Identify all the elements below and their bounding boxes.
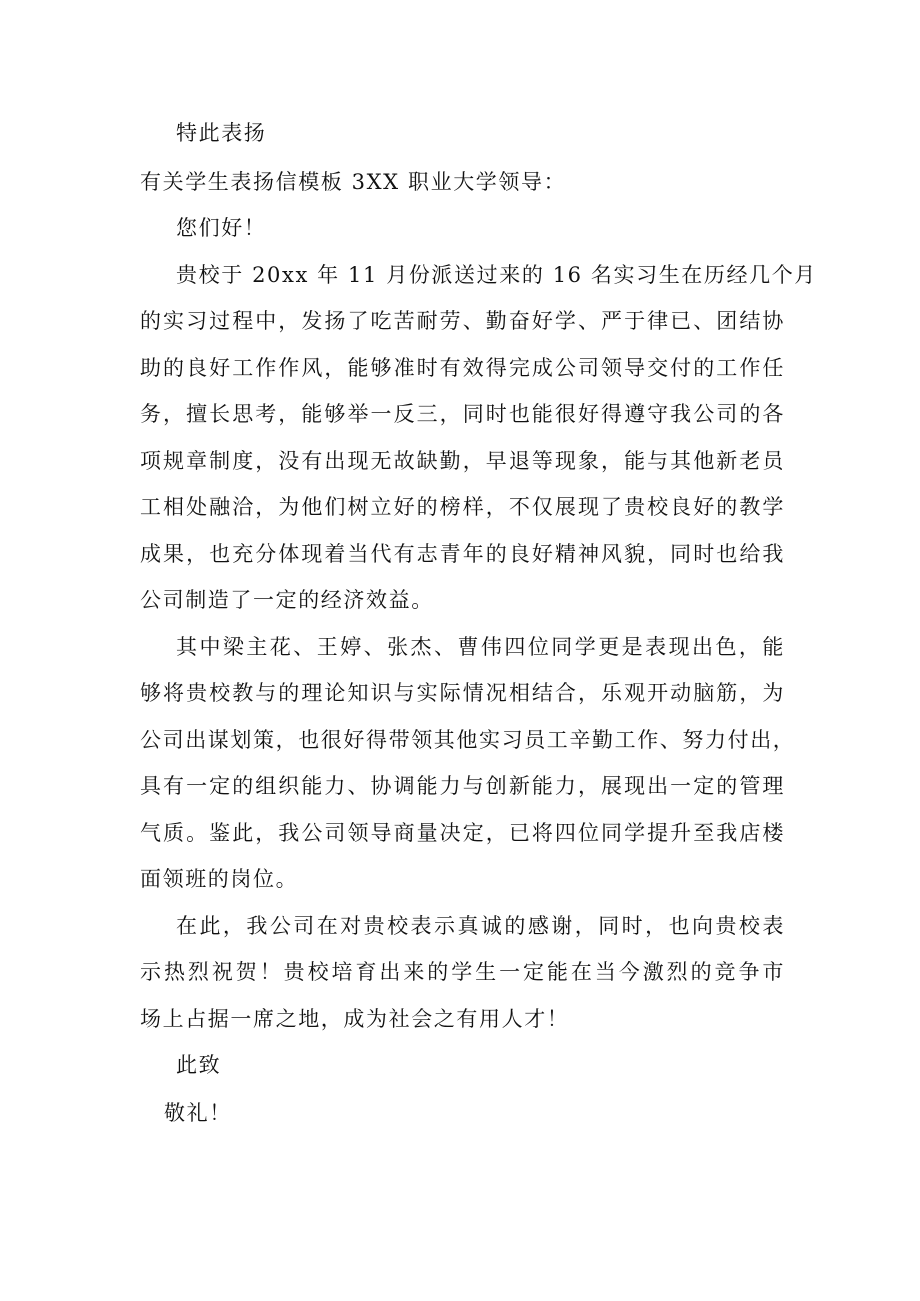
paragraph-line: 工相处融洽，为他们树立好的榜样，不仅展现了贵校良好的教学 bbox=[140, 495, 785, 519]
closing-praise: 特此表扬 bbox=[176, 121, 267, 145]
closing-salutation: 此致 bbox=[176, 1053, 222, 1077]
paragraph-line: 助的良好工作作风，能够准时有效得完成公司领导交付的工作任 bbox=[140, 356, 785, 380]
paragraph-line: 公司制造了一定的经济效益。 bbox=[140, 588, 434, 612]
paragraph-line: 在此，我公司在对贵校表示真诚的感谢，同时，也向贵校表 bbox=[176, 914, 785, 938]
paragraph-line: 公司出谋划策，也很好得带领其他实习员工辛勤工作、努力付出， bbox=[140, 728, 796, 752]
paragraph-line: 成果，也充分体现着当代有志青年的良好精神风貌，同时也给我 bbox=[140, 542, 785, 566]
paragraph-line: 面领班的岗位。 bbox=[140, 867, 299, 891]
paragraph-line: 其中梁主花、王婷、张杰、曹伟四位同学更是表现出色，能 bbox=[176, 635, 785, 659]
paragraph-line: 具有一定的组织能力、协调能力与创新能力，展现出一定的管理 bbox=[140, 774, 785, 798]
paragraph-line: 示热烈祝贺！贵校培育出来的学生一定能在当今激烈的竞争市 bbox=[140, 960, 785, 984]
letter-heading: 有关学生表扬信模板 3XX 职业大学领导： bbox=[140, 170, 567, 194]
closing-regards: 敬礼！ bbox=[164, 1101, 232, 1125]
paragraph-line: 够将贵校教与的理论知识与实际情况相结合，乐观开动脑筋，为 bbox=[140, 681, 785, 705]
paragraph-line: 场上占据一席之地，成为社会之有用人才！ bbox=[140, 1007, 570, 1031]
paragraph-line: 务，擅长思考，能够举一反三，同时也能很好得遵守我公司的各 bbox=[140, 402, 785, 426]
paragraph-line: 项规章制度，没有出现无故缺勤，早退等现象，能与其他新老员 bbox=[140, 449, 785, 473]
paragraph-line: 的实习过程中，发扬了吃苦耐劳、勤奋好学、严于律已、团结协 bbox=[140, 309, 785, 333]
paragraph-line: 贵校于 20xx 年 11 月份派送过来的 16 名实习生在历经几个月 bbox=[176, 263, 817, 287]
greeting: 您们好！ bbox=[176, 216, 267, 240]
paragraph-line: 气质。鉴此，我公司领导商量决定，已将四位同学提升至我店楼 bbox=[140, 821, 785, 845]
